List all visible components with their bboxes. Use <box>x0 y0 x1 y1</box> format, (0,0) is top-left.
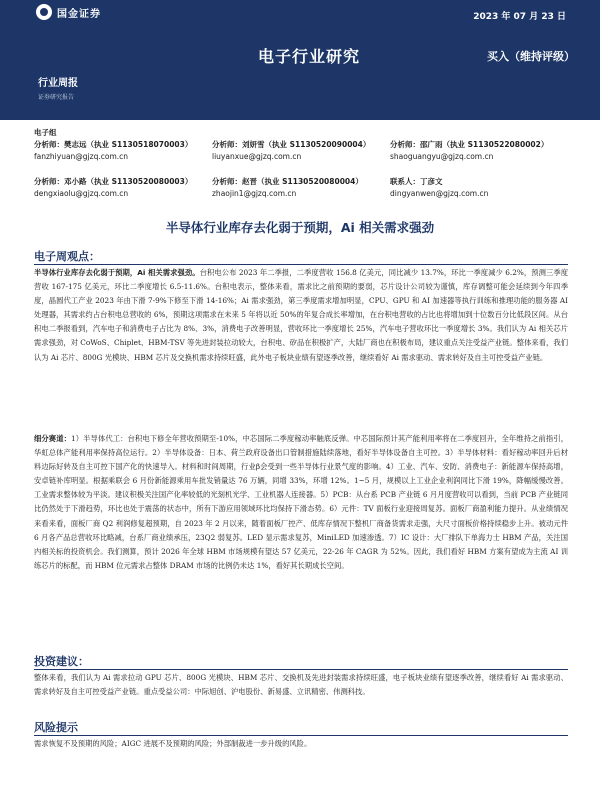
section-divider <box>34 669 568 670</box>
analyst-card <box>34 139 192 163</box>
weekly-paragraph <box>34 266 568 365</box>
analyst-card <box>34 176 192 200</box>
analyst-name: 分析师：邵广雨（执业 S1130522080002） <box>390 140 549 149</box>
main-headline: 半导体行业库存去化弱于预期，Ai 相关需求强劲 <box>165 220 435 235</box>
contact-name: 联系人：丁彦文 <box>390 177 443 186</box>
team-name: 电子组 <box>34 128 57 137</box>
contact-card <box>390 176 488 200</box>
analyst-email: liuyanxue@gjzq.com.cn <box>212 152 302 161</box>
analyst-email: shaoguangyu@gjzq.com.cn <box>390 152 494 161</box>
section-title-risk: 风险提示 <box>34 721 78 734</box>
company-logo <box>36 4 101 20</box>
report-type: 行业周报 <box>38 78 78 89</box>
logo-text: 国金证券 <box>57 8 101 20</box>
analyst-email: fanzhiyuan@gjzq.com.cn <box>34 152 129 161</box>
analyst-name: 分析师：刘妍雪（执业 S1130520090004） <box>212 140 371 149</box>
analyst-email: zhaojin1@gjzq.com.cn <box>212 189 297 198</box>
report-subtype: 证券研究报告 <box>38 94 75 101</box>
section-title-weekly: 电子周观点： <box>34 250 100 263</box>
invest-paragraph: 整体来看，我们认为 Ai 需求拉动 GPU 芯片、800G 光模块、HBM 芯片、交换机及先进封装需求持续旺盛，电子板块业绩有望逐季改善，继续看好 Ai 需求驱动、需求转好及自主可控受益产业链。重点受益公司：中际旭创、沪电股份、新易盛、立讯精密、伟测科技。 <box>34 673 568 697</box>
analyst-name: 分析师：邓小路（执业 S1130520080003） <box>34 177 193 186</box>
analyst-card <box>212 176 363 200</box>
weekly-body: 台积电公布 2023 年二季报，二季度营收 156.8 亿美元，同比减少 13.7%，环比一季度减少 6.2%，预测三季度营收 167-175 亿美元，环比二季度增长 6.5-11.6%。台积电表示，整体来看，需求比之前预期的要弱，芯片设计公司较为谨慎，库存调整可能会延续到今年四季度，晶圆代工产业 2023 年由下滑 7-9%下修至下滑 14-16%；Ai 需求强劲，第三季度需求增加明显，CPU、GPU 和 AI 加速器等执行训练和推理功能的服务器 AI 处理器，其需求约占台积电总营收的 6%，预期这项需求在未来 5 年将以近 50%的年复合成长率增加，在台积电营收的占比也将增加到十位数百分比低段区间。从台积电二季报看到，汽车电子和消费电子占比为 8%、3%，消费电子改善明显，营收环比一季度增长 25%，汽车电子营收环比一季度增长 3%。我们认为 Ai 相关芯片需求强劲，对 CoWoS、Chiplet、HBM-TSV 等先进封装拉动较大，台积电、矽品在积极扩产，大陆厂商也在积极布局，建议重点关注受益产业链。整体来看，我们认为 Ai 芯片、800G 光模块、HBM 芯片及交换机需求持续旺盛，此外电子板块业绩有望逐季改善，继续看好 Ai 需求驱动、需求转好及自主可控受益产业链。 <box>34 268 569 362</box>
segments-paragraph <box>34 432 568 573</box>
section-title-invest: 投资建议： <box>34 655 89 668</box>
rating-badge: 买入（维持评级） <box>487 50 575 63</box>
report-header <box>0 0 600 120</box>
report-title: 电子行业研究 <box>258 47 361 66</box>
section-divider <box>34 264 568 265</box>
segments-body: 1）半导体代工：台积电下修全年营收预期至-10%，中芯国际二季度稼动率触底反弹。中芯国际预计其产能利用率将在二季度回升，全年维持之前指引，华虹总体产能利用率保持高位运行。2）半导体设备：日本、荷兰政府设备出口管制措施陆续落地，看好半导体设备自主可控。3）半导体材料：看好稼动率回升后材料边际好转及自主可控下国产化的快速导入。材料和时间周期，行业β会受到一些半导体行业景气度的影响。4）工业、汽车、安防、消费电子：新能源车保持高增，安卓链补库明显。根据乘联会 6 月份新能源乘用车批发销量达 76 万辆，同增 33%，环增 12%。1~5 月，规模以上工业企业利润同比下滑 19%，降幅缓慢改善。工业需求整体较为平淡。建议积极关注国产化率较低的光刻机光学、工业机器人连接器。5）PCB：从台系 PCB 产业链 6 月月度营收可以看到，当前 PCB 产业链同比仍然处于下滑趋势，环比也处于震荡的状态中，所有下游应用领域环比均保持下滑态势。6）元件：TV 面板行业迎接周复苏。面板厂商盈利能力提升。从业绩情况来看来看，面板厂商 Q2 利润修复超预期，自 2023 年 2 月以来，随着面板厂控产、低库存情况下整机厂商备货需求走强，大尺寸面板价格持续稳步上升。被动元件 6 月各产品总营收环比略减，台系厂商业绩承压，23Q2 弱复苏。LED 显示需求复苏，MiniLED 加速渗透。7）IC 设计：大厂排队下单海力士 HBM 产品，关注国内相关标的投资机会。我们测算，预计 2026 年全球 HBM 市场规模有望达 57 亿美元，22-26 年 CAGR 为 52%。因此，我们看好 HBM 方案有望成为主流 AI 训练芯片的标配，而 HBM 位元需求占整体 DRAM 市场的比例仍未达 1%，看好其长期成长空间。 <box>34 434 568 570</box>
contact-email: dingyanwen@gjzq.com.cn <box>390 189 489 198</box>
analyst-email: dengxiaolu@gjzq.com.cn <box>34 189 129 198</box>
segments-lead: 细分赛道： <box>34 434 71 443</box>
analyst-name: 分析师：樊志远（执业 S1130518070003） <box>34 140 193 149</box>
report-date: 2023 年 07 月 23 日 <box>473 12 566 22</box>
weekly-lead: 半导体行业库存去化弱于预期，Ai 相关需求强劲。 <box>34 268 200 277</box>
analyst-card <box>390 139 548 163</box>
logo-icon <box>36 4 52 20</box>
analyst-card <box>212 139 370 163</box>
section-divider <box>34 735 568 736</box>
analyst-name: 分析师：赵晋（执业 S1130520080004） <box>212 177 363 186</box>
risk-paragraph: 需求恢复不及预期的风险；AIGC 进展不及预期的风险；外部制裁进一步升级的风险。 <box>34 739 312 748</box>
